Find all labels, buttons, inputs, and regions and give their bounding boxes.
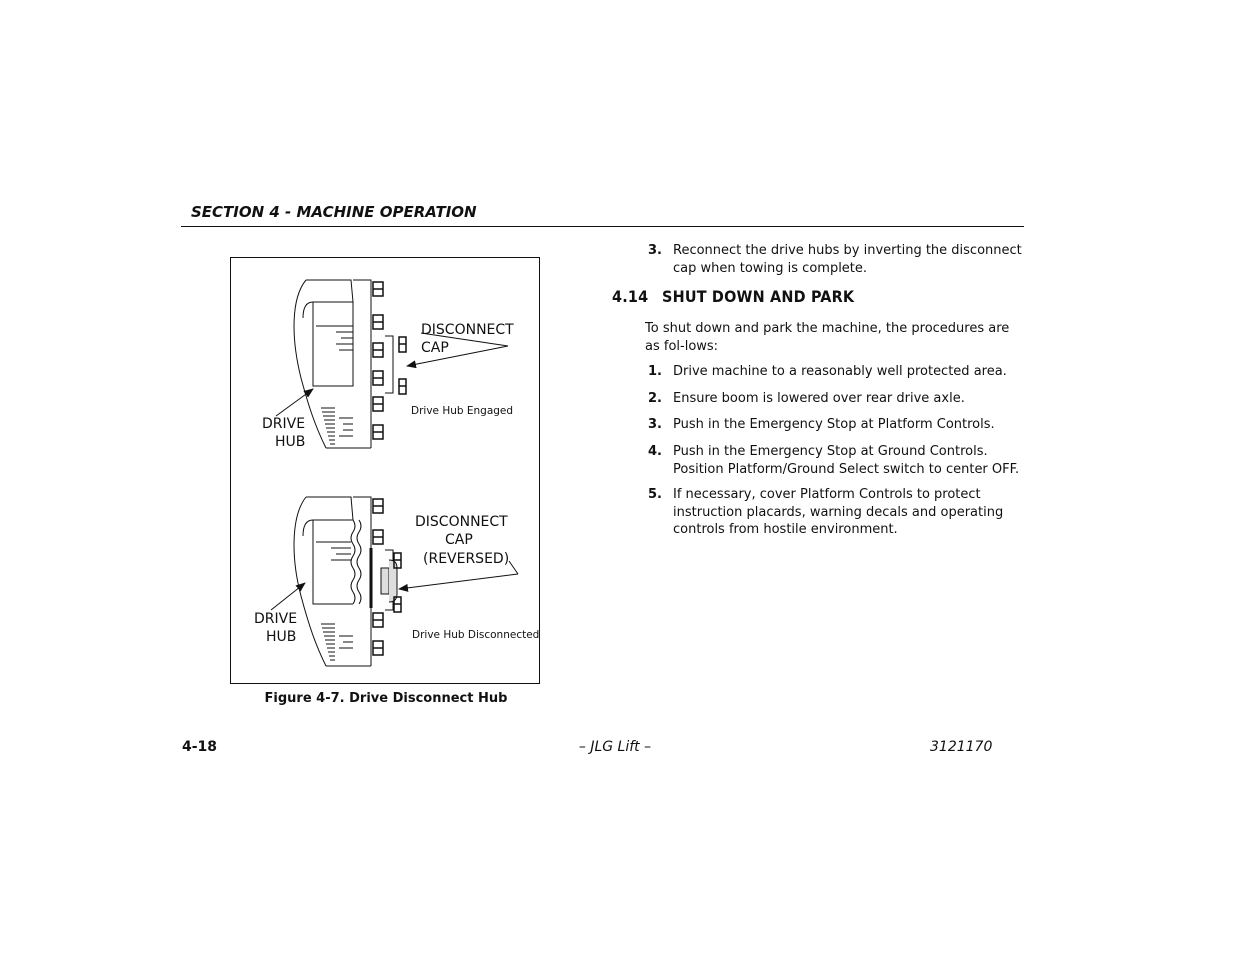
step-number: 4.	[648, 444, 662, 459]
figure-drive-disconnect-hub	[230, 257, 540, 684]
step-number: 2.	[648, 391, 662, 406]
top-hub-label-line2: HUB	[275, 434, 306, 450]
bottom-state-label: Drive Hub Disconnected	[412, 629, 540, 641]
step-number: 3.	[648, 243, 662, 258]
hub-engaged-illustration	[276, 280, 508, 448]
top-hub-label-line1: DRIVE	[262, 416, 306, 432]
top-cap-label-line2: CAP	[421, 340, 449, 356]
step-number: 1.	[648, 364, 662, 379]
section-heading	[612, 287, 854, 306]
top-state-label: Drive Hub Engaged	[411, 405, 514, 417]
section-number: 4.14	[612, 287, 649, 306]
document-number: 3121170	[930, 739, 993, 755]
header-rule	[181, 226, 1024, 227]
step-number: 3.	[648, 417, 662, 432]
figure-caption: Figure 4-7. Drive Disconnect Hub	[264, 691, 508, 706]
bottom-cap-label-line2: CAP	[445, 532, 473, 548]
step-text: Ensure boom is lowered over rear drive axle.	[673, 391, 965, 406]
drive-hub-diagram	[231, 258, 541, 685]
step-text: Push in the Emergency Stop at Ground Controls. Position Platform/Ground Select switch to center OFF.	[673, 444, 1020, 477]
section-header-title: SECTION 4 - MACHINE OPERATION	[191, 203, 477, 221]
step-text: If necessary, cover Platform Controls to protect instruction placards, warning decals and operating controls from hostile environment.	[673, 487, 1004, 537]
bottom-cap-label-line1: DISCONNECT	[415, 514, 508, 530]
step-number: 5.	[648, 487, 662, 502]
bottom-hub-label-line1: DRIVE	[254, 611, 298, 627]
step-text: Push in the Emergency Stop at Platform Controls.	[673, 417, 995, 432]
bottom-hub-label-line2: HUB	[266, 629, 297, 645]
section-title: SHUT DOWN AND PARK	[662, 287, 855, 306]
step-text: Reconnect the drive hubs by inverting the disconnect cap when towing is complete.	[673, 243, 1022, 276]
page-number: 4-18	[182, 739, 218, 755]
top-cap-label-line1: DISCONNECT	[421, 322, 514, 338]
section-intro: To shut down and park the machine, the procedures are as fol-lows:	[645, 321, 1010, 354]
bottom-cap-label-line3: (REVERSED)	[423, 551, 510, 567]
footer-brand: – JLG Lift –	[578, 739, 652, 755]
step-text: Drive machine to a reasonably well protected area.	[673, 364, 1007, 379]
